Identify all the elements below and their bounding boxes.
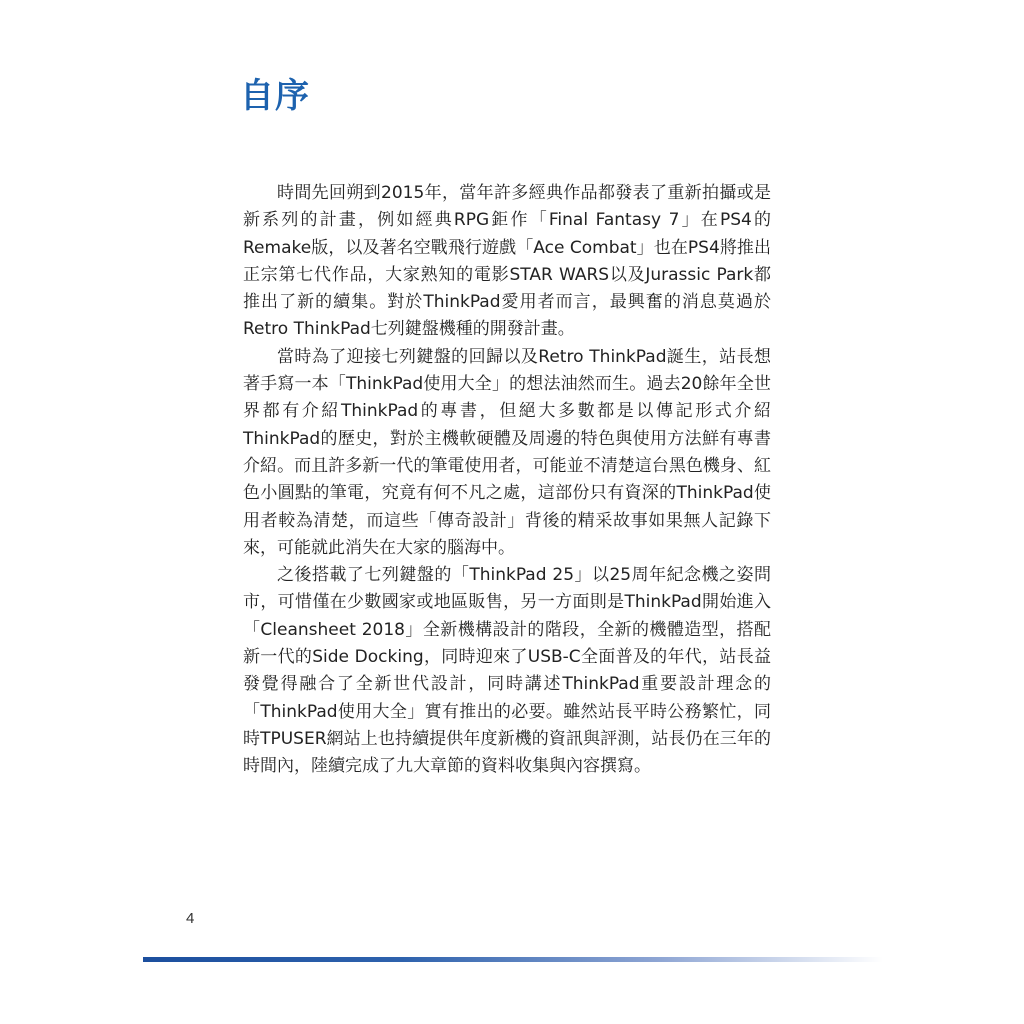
paragraph-2: 當時為了迎接七列鍵盤的回歸以及Retro ThinkPad誕生，站長想著手寫一本「ThinkPad使用大全」的想法油然而生。過去20餘年全世界都有介紹ThinkPad的專書，但絕大多數都是以傳記形式介紹ThinkPad的歷史，對於主機軟硬體及周邊的特色與使用方法鮮有專書介紹。而且許多新一代的筆電使用者，可能並不清楚這台黑色機身、紅色小圓點的筆電，究竟有何不凡之處，這部份只有資深的ThinkPad使用者較為清楚，而這些「傳奇設計」背後的精采故事如果無人記錄下來，可能就此消失在大家的腦海中。 (243, 346, 771, 558)
page-number: 4 (186, 910, 195, 927)
footer-gradient-bar (143, 957, 883, 962)
paragraph-3: 之後搭載了七列鍵盤的「ThinkPad 25」以25周年紀念機之姿問市，可惜僅在少數國家或地區販售，另一方面則是ThinkPad開始進入「Cleansheet 2018」全新機構設計的階段，全新的機體造型，搭配新一代的Side Docking，同時迎來了USB-C全面普及的年代，站長益發覺得融合了全新世代設計，同時講述ThinkPad重要設計理念的「ThinkPad使用大全」實有推出的必要。雖然站長平時公務繁忙，同時TPUSER網站上也持續提供年度新機的資訊與評測，站長仍在三年的時間內，陸續完成了九大章節的資料收集與內容撰寫。 (243, 565, 771, 777)
preface-body (243, 180, 771, 781)
paragraph-1: 時間先回朔到2015年，當年許多經典作品都發表了重新拍攝或是新系列的計畫，例如經典RPG鉅作「Final Fantasy 7」在PS4的Remake版，以及著名空戰飛行遊戲「Ace Combat」也在PS4將推出正宗第七代作品，大家熟知的電影STAR WARS以及Jurassic Park都推出了新的續集。對於ThinkPad愛用者而言，最興奮的消息莫過於Retro ThinkPad七列鍵盤機種的開發計畫。 (243, 183, 771, 340)
page-title: 自序 (240, 76, 310, 116)
